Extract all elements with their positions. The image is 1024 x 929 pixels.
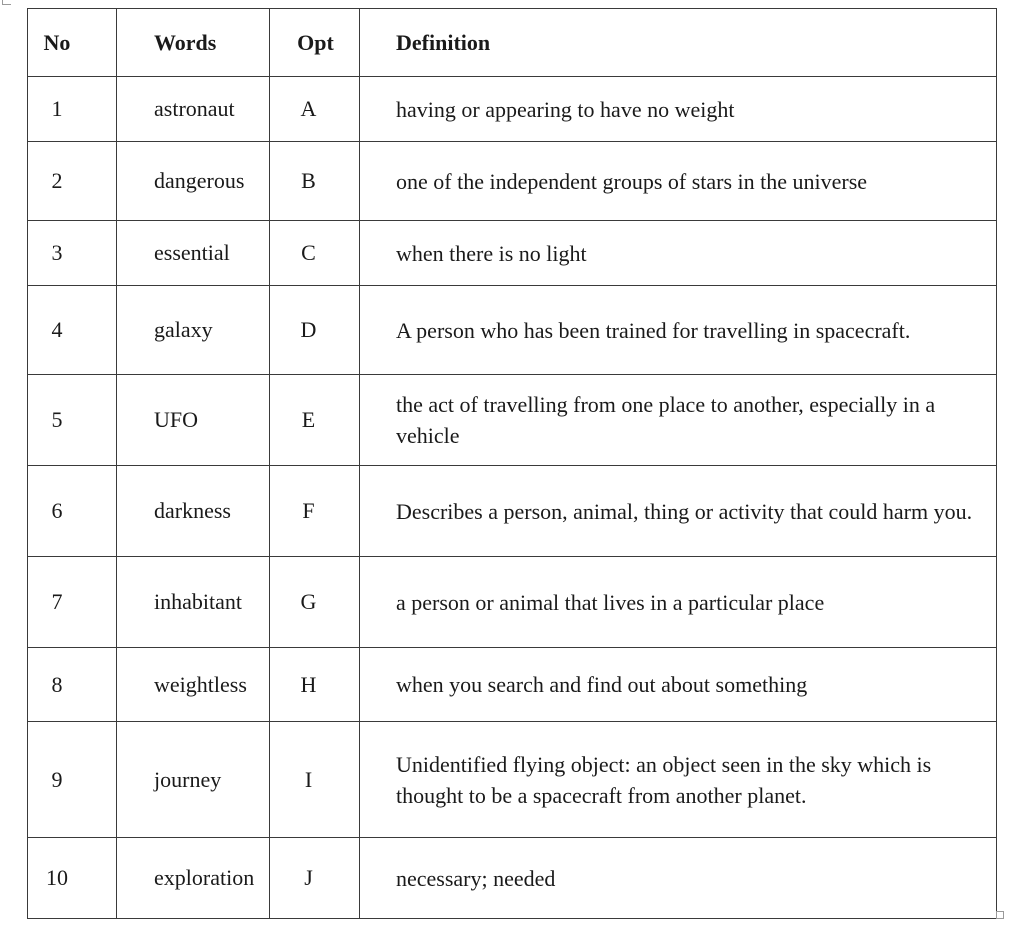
row-number: 10 xyxy=(28,838,117,919)
row-definition: necessary; needed xyxy=(360,838,997,919)
row-option: I xyxy=(270,722,360,838)
row-number: 2 xyxy=(28,142,117,221)
table-row xyxy=(28,557,997,648)
row-word: darkness xyxy=(117,466,270,557)
table-anchor-marker xyxy=(2,0,11,5)
row-number: 1 xyxy=(28,77,117,142)
header-definition: Definition xyxy=(360,9,997,77)
row-number: 7 xyxy=(28,557,117,648)
row-number: 4 xyxy=(28,286,117,375)
row-word: astronaut xyxy=(117,77,270,142)
row-number: 5 xyxy=(28,375,117,466)
row-option: D xyxy=(270,286,360,375)
row-definition: when you search and find out about something xyxy=(360,648,997,722)
row-definition: the act of travelling from one place to another, especially in a vehicle xyxy=(360,375,997,466)
vocabulary-matching-table xyxy=(27,8,997,919)
table-row xyxy=(28,77,997,142)
header-no: No xyxy=(28,9,117,77)
row-word: inhabitant xyxy=(117,557,270,648)
table-row xyxy=(28,466,997,557)
row-definition: one of the independent groups of stars in the universe xyxy=(360,142,997,221)
table-row xyxy=(28,375,997,466)
row-option: C xyxy=(270,221,360,286)
row-option: G xyxy=(270,557,360,648)
row-word: journey xyxy=(117,722,270,838)
row-definition: when there is no light xyxy=(360,221,997,286)
row-number: 8 xyxy=(28,648,117,722)
row-word: weightless xyxy=(117,648,270,722)
table-row xyxy=(28,286,997,375)
table-row xyxy=(28,142,997,221)
table-header-row xyxy=(28,9,997,77)
row-option: H xyxy=(270,648,360,722)
row-word: galaxy xyxy=(117,286,270,375)
header-opt: Opt xyxy=(270,9,360,77)
table-row xyxy=(28,221,997,286)
row-definition: having or appearing to have no weight xyxy=(360,77,997,142)
row-option: A xyxy=(270,77,360,142)
row-number: 6 xyxy=(28,466,117,557)
row-definition: Describes a person, animal, thing or activity that could harm you. xyxy=(360,466,997,557)
table-row xyxy=(28,648,997,722)
row-definition: a person or animal that lives in a particular place xyxy=(360,557,997,648)
table-row xyxy=(28,838,997,919)
row-number: 3 xyxy=(28,221,117,286)
row-word: exploration xyxy=(117,838,270,919)
row-word: UFO xyxy=(117,375,270,466)
row-option: E xyxy=(270,375,360,466)
row-option: J xyxy=(270,838,360,919)
table-resize-handle[interactable] xyxy=(996,911,1004,919)
row-option: F xyxy=(270,466,360,557)
row-definition: A person who has been trained for travelling in spacecraft. xyxy=(360,286,997,375)
row-word: dangerous xyxy=(117,142,270,221)
row-definition: Unidentified flying object: an object seen in the sky which is thought to be a spacecraft from another planet. xyxy=(360,722,997,838)
row-word: essential xyxy=(117,221,270,286)
row-option: B xyxy=(270,142,360,221)
row-number: 9 xyxy=(28,722,117,838)
header-words: Words xyxy=(117,9,270,77)
table-row xyxy=(28,722,997,838)
